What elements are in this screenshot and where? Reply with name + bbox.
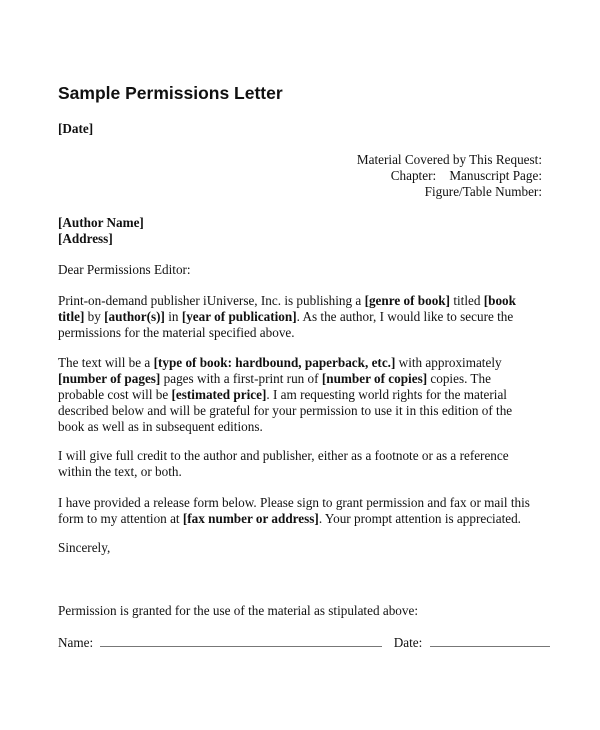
text-segment: described below and will be grateful for your permission to use it in this edition of the xyxy=(58,403,513,418)
body-paragraph xyxy=(58,495,530,527)
text-segment: probable cost will be xyxy=(58,387,172,402)
name-field[interactable] xyxy=(100,634,382,647)
closing: Sincerely, xyxy=(58,540,111,555)
paragraph-line xyxy=(58,325,516,341)
text-segment: book as well as in subsequent editions. xyxy=(58,419,263,434)
paragraph-line xyxy=(58,403,512,419)
permission-statement: Permission is granted for the use of the material as stipulated above: xyxy=(58,603,418,618)
date-placeholder: [Date] xyxy=(58,121,94,136)
salutation: Dear Permissions Editor: xyxy=(58,262,191,277)
paragraph-line xyxy=(58,495,530,511)
chapter-label: Chapter: xyxy=(390,168,437,183)
placeholder-field: [book xyxy=(483,293,516,308)
text-segment: . Your prompt attention is appreciated. xyxy=(318,511,521,526)
placeholder-field: [type of book: hardbound, paperback, etc.] xyxy=(153,355,396,370)
paragraph-line xyxy=(58,448,509,464)
text-segment: copies. The xyxy=(427,371,491,386)
paragraph-line xyxy=(58,309,516,325)
figure-table-label: Figure/Table Number: xyxy=(424,184,542,199)
text-segment: by xyxy=(84,309,105,324)
text-segment: permissions for the material specified above. xyxy=(58,325,295,340)
body-paragraph xyxy=(58,293,516,341)
text-segment: form to my attention at xyxy=(58,511,183,526)
date-label: Date: xyxy=(393,635,423,650)
text-segment: within the text, or both. xyxy=(58,464,182,479)
paragraph-line xyxy=(58,511,530,527)
paragraph-line xyxy=(58,293,516,309)
text-segment: with approximately xyxy=(395,355,502,370)
text-segment: . I am requesting world rights for the material xyxy=(266,387,507,402)
text-segment: I have provided a release form below. Please sign to grant permission and fax or mail this xyxy=(58,495,530,510)
material-covered-block xyxy=(357,152,542,200)
text-segment: titled xyxy=(450,293,484,308)
paragraph-line xyxy=(58,419,512,435)
placeholder-field: [estimated price] xyxy=(171,387,267,402)
text-segment: in xyxy=(164,309,182,324)
body-paragraph xyxy=(58,448,509,480)
body-paragraph xyxy=(58,355,512,435)
placeholder-field: [fax number or address] xyxy=(182,511,319,526)
paragraph-line xyxy=(58,464,509,480)
text-segment: Print-on-demand publisher iUniverse, Inc. is publishing a xyxy=(58,293,365,308)
text-segment: I will give full credit to the author and publisher, either as a footnote or as a reference xyxy=(58,448,509,463)
placeholder-field: [year of publication] xyxy=(181,309,297,324)
name-label: Name: xyxy=(58,635,94,650)
placeholder-field: [number of pages] xyxy=(58,371,161,386)
letter-title: Sample Permissions Letter xyxy=(58,83,283,103)
placeholder-field: [genre of book] xyxy=(364,293,451,308)
placeholder-field: [author(s)] xyxy=(104,309,165,324)
text-segment: pages with a first-print run of xyxy=(160,371,322,386)
manuscript-page-label: Manuscript Page: xyxy=(449,168,542,183)
text-segment: The text will be a xyxy=(58,355,154,370)
placeholder-field: [number of copies] xyxy=(321,371,428,386)
placeholder-field: title] xyxy=(58,309,85,324)
address: [Address] xyxy=(58,231,113,246)
paragraph-line xyxy=(58,387,512,403)
paragraph-line xyxy=(58,355,512,371)
author-name: [Author Name] xyxy=(58,215,144,230)
date-field[interactable] xyxy=(430,634,550,647)
signature-row xyxy=(58,634,550,651)
material-heading: Material Covered by This Request: xyxy=(356,152,542,167)
text-segment: . As the author, I would like to secure the xyxy=(296,309,514,324)
paragraph-line xyxy=(58,371,512,387)
